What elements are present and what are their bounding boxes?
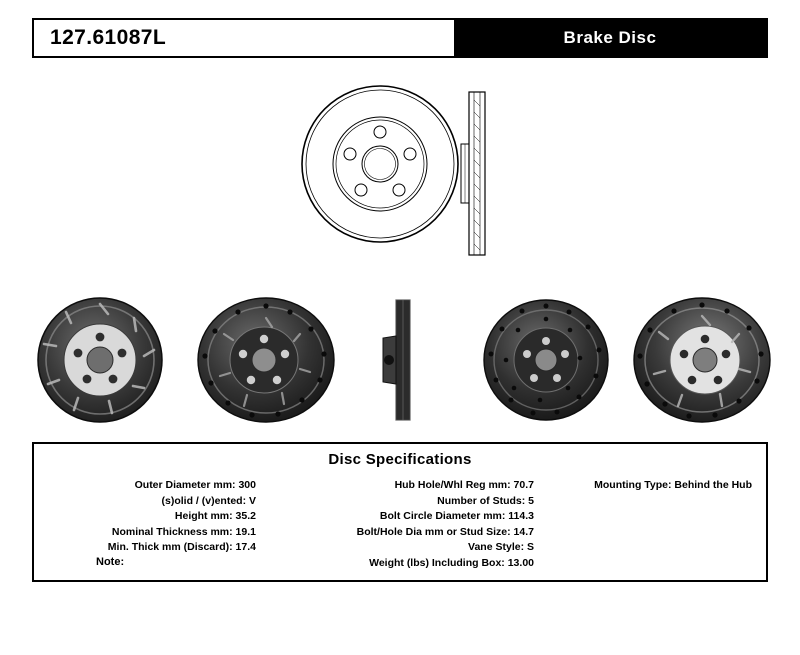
- header-bar: [32, 18, 768, 58]
- spec-row: Nominal Thickness mm: 19.1: [111, 525, 256, 538]
- spec-row: Height mm: 35.2: [174, 510, 256, 522]
- spec-column-left: [34, 478, 262, 571]
- header-left-cell: [34, 20, 454, 56]
- spec-column-middle: [262, 478, 540, 571]
- spec-columns: [34, 478, 766, 571]
- disc-edge-profile-view-icon: [370, 296, 426, 429]
- disc-specifications-panel: [32, 442, 768, 582]
- note-label: Note:: [96, 556, 125, 568]
- spec-row: Bolt/Hole Dia mm or Stud Size: 14.7: [356, 525, 534, 538]
- spec-row: Bolt Circle Diameter mm: 114.3: [379, 510, 534, 522]
- slotted-disc-front-view-icon: [36, 296, 164, 429]
- technical-drawings: [0, 66, 800, 436]
- brake-disc-outline-edge-view-icon: [455, 86, 501, 266]
- spec-row: Min. Thick mm (Discard): 17.4: [107, 541, 256, 553]
- product-view-row: [0, 296, 800, 436]
- spec-row: Mounting Type: Behind the Hub: [594, 479, 752, 491]
- spec-row: Outer Diameter mm: 300: [134, 479, 256, 491]
- spec-column-right: [540, 478, 766, 571]
- drilled-slotted-disc-rear-view-icon: [632, 296, 772, 429]
- spec-title: Disc Specifications: [328, 451, 472, 468]
- spec-row: (s)olid / (v)ented: V: [161, 494, 256, 507]
- product-type-banner: Brake Disc: [454, 20, 766, 56]
- brake-disc-outline-front-view-icon: [300, 84, 460, 249]
- spec-row: Vane Style: S: [468, 541, 534, 553]
- spec-row: Number of Studs: 5: [437, 494, 534, 507]
- spec-row: Hub Hole/Whl Reg mm: 70.7: [394, 479, 534, 491]
- spec-row: Weight (lbs) Including Box: 13.00: [369, 556, 534, 569]
- drilled-disc-angled-view-icon: [482, 296, 612, 429]
- drilled-slotted-disc-angled-view-icon: [196, 296, 336, 429]
- part-number: 127.61087L: [50, 26, 167, 49]
